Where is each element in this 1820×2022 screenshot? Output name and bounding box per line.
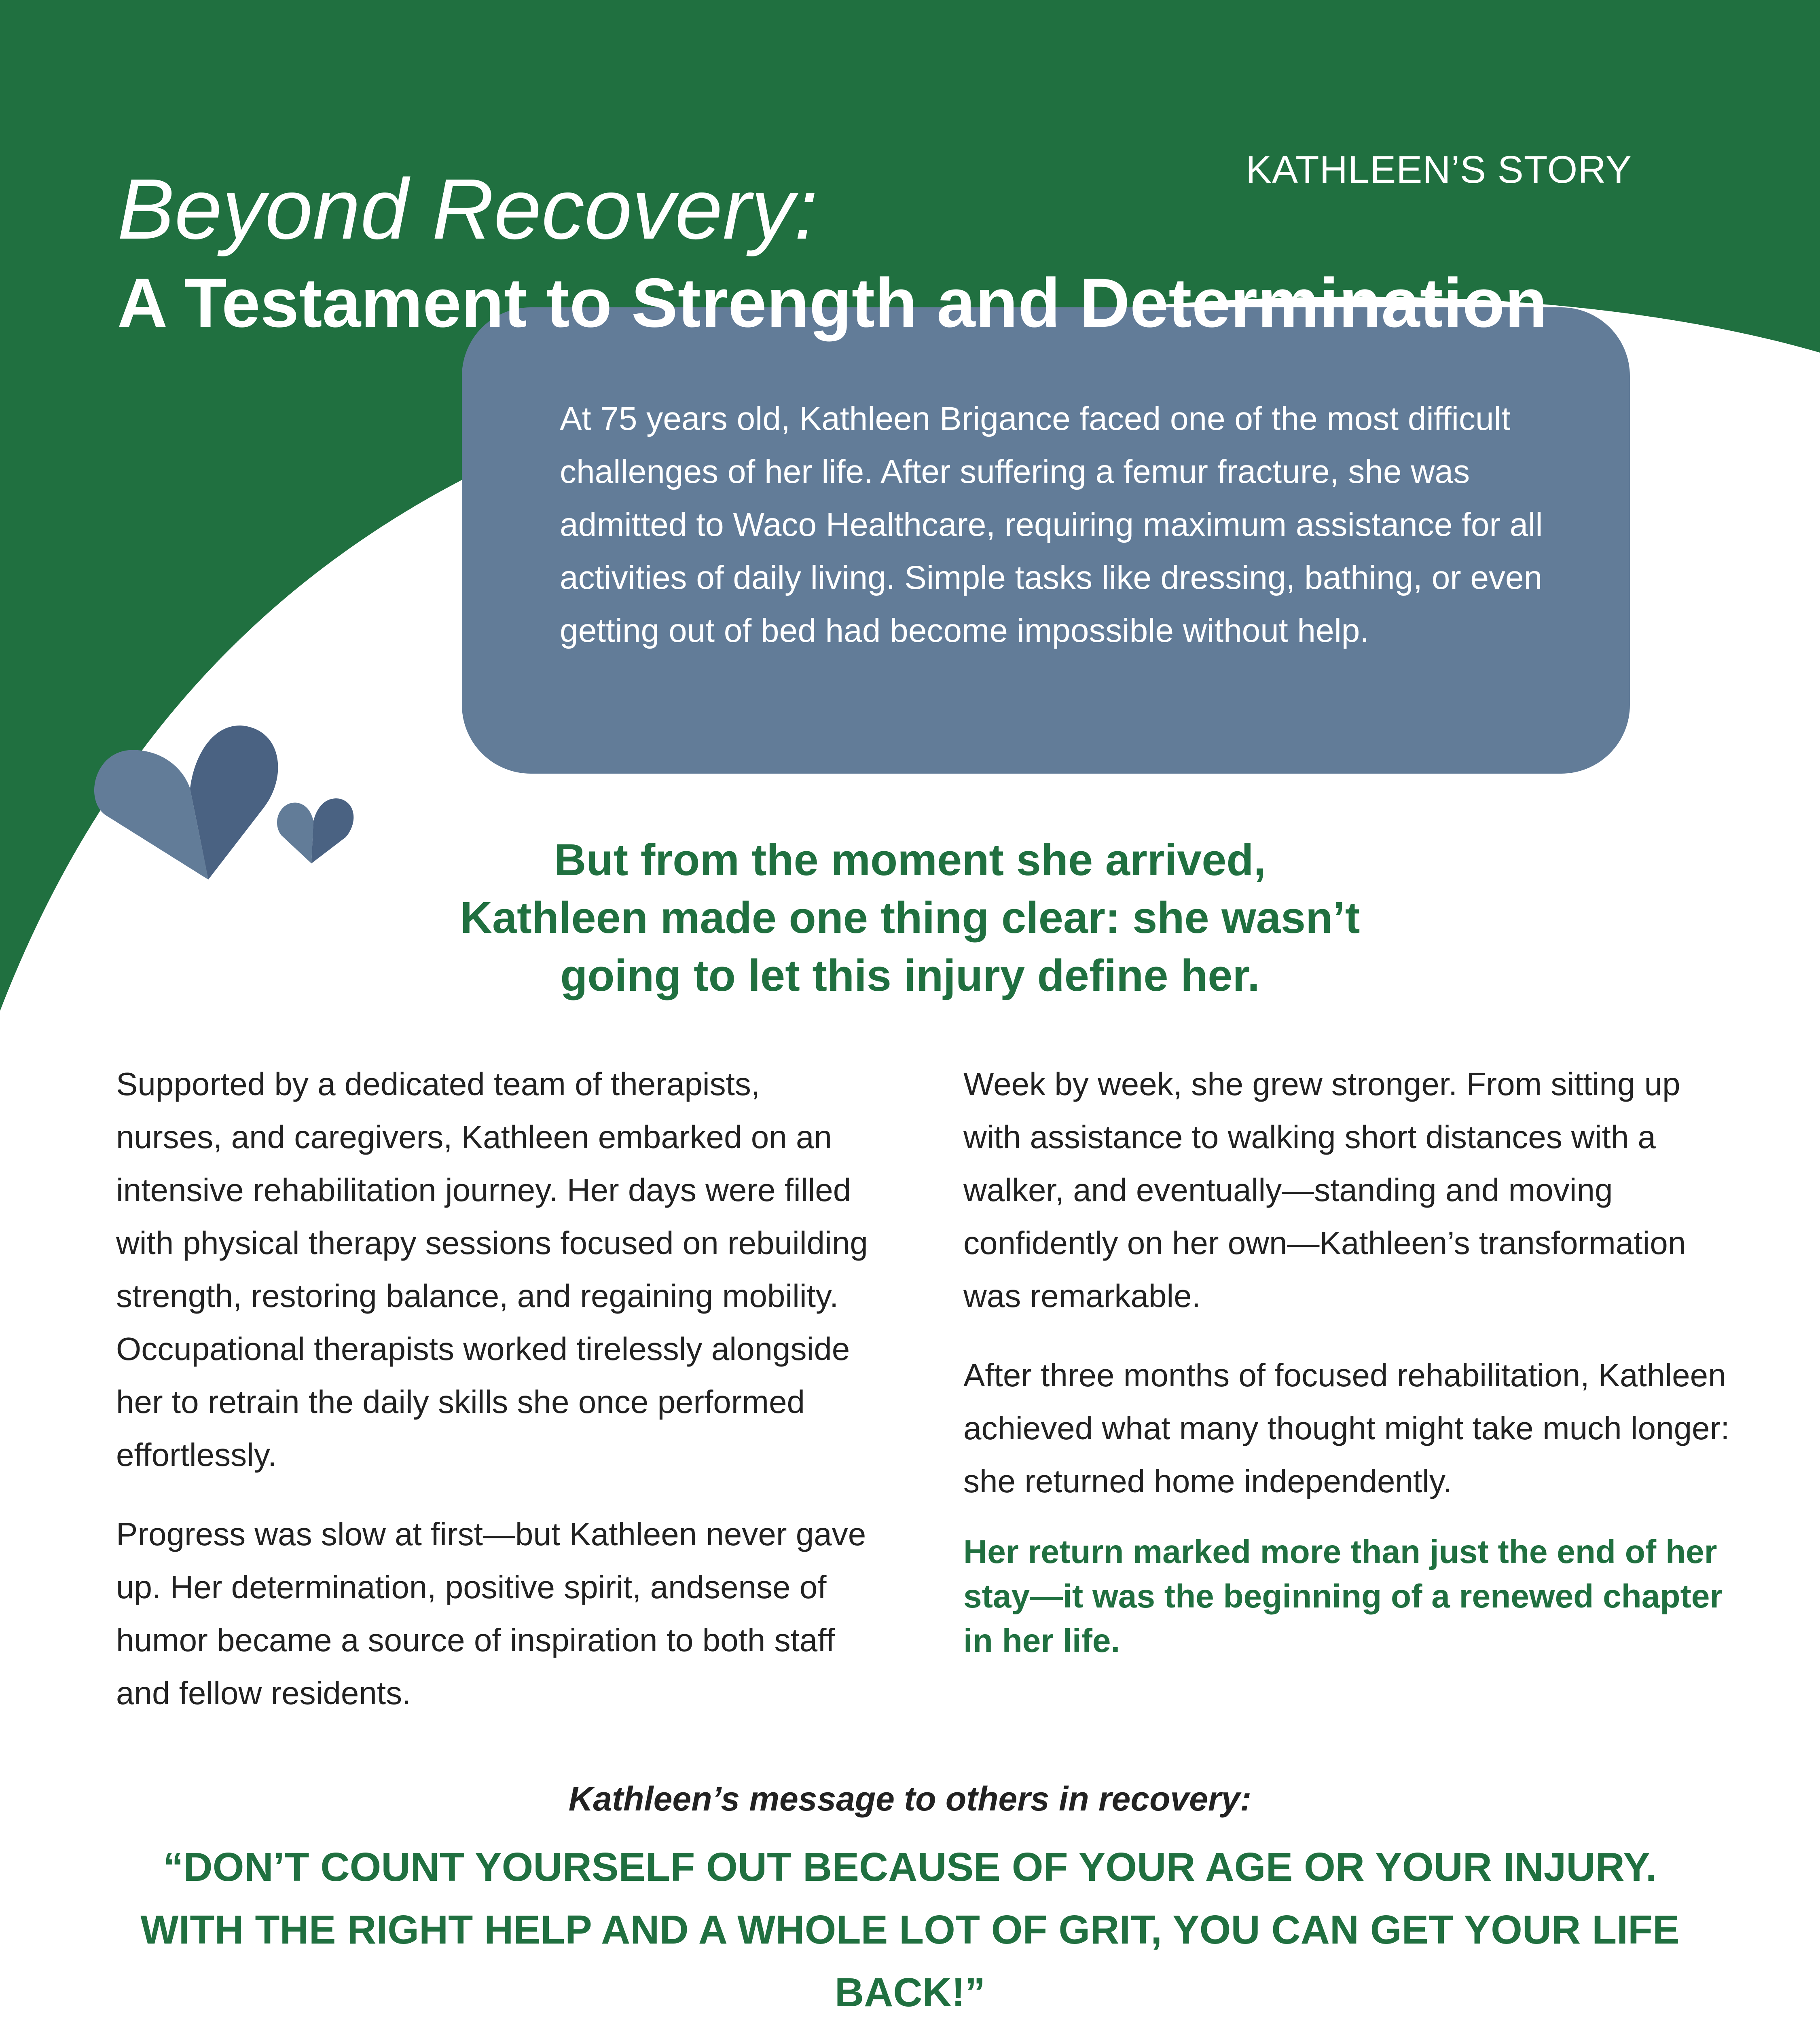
pull-quote-line: going to let this injury define her. — [560, 951, 1260, 1000]
pull-quote-line: But from the moment she arrived, — [554, 835, 1266, 885]
pull-quote-line: Kathleen made one thing clear: she wasn’t — [460, 893, 1360, 943]
body-paragraph: Week by week, she grew stronger. From sitting up with assistance to walking short distances with a walker, and eventually—standing and moving confidently on her own—Kathleen’s transformation was remarkable. — [963, 1066, 1686, 1314]
story-tag: KATHLEEN’S STORY — [1246, 148, 1632, 191]
right-column — [963, 1058, 1732, 1690]
left-column — [116, 1058, 872, 1746]
body-paragraph: Supported by a dedicated team of therapists, nurses, and caregivers, Kathleen embarked on an intensive rehabilitation journey. Her days were filled with physical therapy sessions focused on rebuilding strength, restoring balance, and regaining mobility. Occupational therapists worked tirelessly alongside her to retrain the daily skills she once performed effortlessly. — [116, 1066, 868, 1473]
intro-box — [462, 307, 1630, 774]
page-title: Beyond Recovery: — [117, 161, 818, 257]
message-label: Kathleen’s message to others in recovery: — [568, 1780, 1252, 1818]
quote-line: WITH THE RIGHT HELP AND A WHOLE LOT OF GRIT, YOU CAN GET YOUR LIFE BACK!” — [140, 1907, 1680, 2015]
closing-quote — [61, 1836, 1759, 2022]
intro-text: At 75 years old, Kathleen Brigance faced one of the most difficult challenges of her life. After suffering a femur fracture, she was admitted to Waco Healthcare, requiring maximum assistance for all activities of daily living. Simple tasks like dressing, bathing, or even getting out of bed had become impossible without help. — [560, 400, 1543, 649]
pull-quote — [283, 831, 1537, 1005]
page-subtitle: A Testament to Strength and Determination — [117, 264, 1547, 342]
highlight-paragraph: Her return marked more than just the end of her stay—it was the beginning of a renewed chapter in her life. — [963, 1533, 1723, 1659]
body-paragraph: Progress was slow at first—but Kathleen never gave up. Her determination, positive spirit, andsense of humor became a source of inspiration to both staff and fellow residents. — [116, 1516, 866, 1711]
heart-icon-large — [93, 722, 279, 888]
quote-line: “DON’T COUNT YOURSELF OUT BECAUSE OF YOUR AGE OR YOUR INJURY. — [163, 1844, 1657, 1890]
body-paragraph: After three months of focused rehabilitation, Kathleen achieved what many thought might take much longer: she returned home independently. — [963, 1357, 1730, 1499]
